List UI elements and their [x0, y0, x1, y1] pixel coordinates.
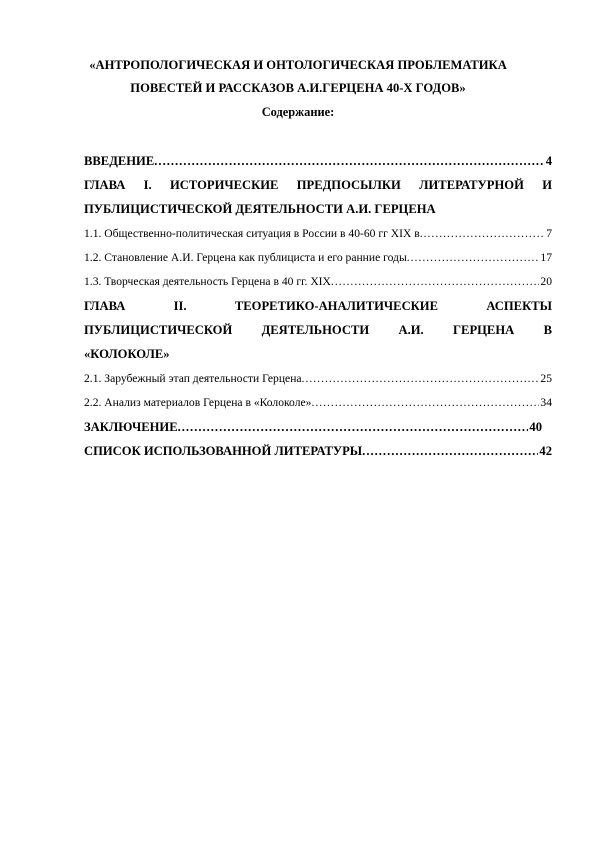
toc-entry-page: 17: [540, 251, 552, 264]
toc-leader-dots: [407, 251, 540, 264]
toc-leader-dots: [178, 420, 529, 435]
toc-word: ЛИТЕРАТУРНОЙ: [419, 178, 524, 192]
toc-entry-page: 40: [529, 420, 542, 434]
toc-entry-label: ВВЕДЕНИЕ: [84, 154, 155, 168]
toc-entry-page: 4: [545, 154, 552, 168]
toc-leader-dots: [362, 444, 538, 459]
toc-entry-page: 34: [540, 396, 552, 409]
toc-entry-1-2: [84, 251, 552, 264]
document-title-line-1: «АНТРОПОЛОГИЧЕСКАЯ И ОНТОЛОГИЧЕСКАЯ ПРОБЛЕМАТИКА: [89, 58, 507, 72]
toc-entry-page: 25: [540, 372, 552, 385]
toc-entry-2-1: [84, 372, 552, 385]
toc-word: II.: [173, 299, 187, 313]
toc-entry-conclusion: [84, 420, 542, 435]
toc-entry-2-2: [84, 396, 552, 409]
toc-word: I.: [143, 178, 152, 192]
toc-word: ТЕОРЕТИКО-АНАЛИТИЧЕСКИЕ: [234, 299, 438, 313]
toc-word: А.И.: [398, 323, 424, 337]
toc-word: ДЕЯТЕЛЬНОСТИ: [261, 323, 370, 337]
toc-entry-page: 42: [539, 444, 552, 458]
toc-chapter-2-line-1: [84, 299, 552, 314]
toc-chapter-2-line-3: «КОЛОКОЛЕ»: [84, 347, 170, 361]
toc-entry-page: 20: [540, 275, 552, 288]
toc-leader-dots: [154, 154, 544, 169]
toc-entry-page: 7: [546, 227, 552, 240]
toc-word: ГЛАВА: [84, 299, 126, 313]
toc-word: И: [542, 178, 552, 192]
toc-chapter-1-line-1: [84, 178, 552, 193]
toc-word: ГЕРЦЕНА: [453, 323, 515, 337]
toc-leader-dots: [420, 227, 545, 240]
toc-word: ПРЕДПОСЫЛКИ: [296, 178, 401, 192]
toc-entry-intro: [84, 154, 552, 169]
toc-entry-label: ЗАКЛЮЧЕНИЕ: [84, 420, 178, 434]
toc-entry-label: СПИСОК ИСПОЛЬЗОВАННОЙ ЛИТЕРАТУРЫ: [84, 444, 363, 458]
toc-entry-label: 2.2. Анализ материалов Герцена в «Колоколе»: [84, 396, 312, 409]
toc-word: АСПЕКТЫ: [486, 299, 552, 313]
toc-entry-references: [84, 444, 552, 459]
toc-entry-label: 1.3. Творческая деятельность Герцена в 40 гг. XIX: [84, 275, 331, 288]
toc-chapter-2-line-2: [84, 323, 552, 338]
contents-heading: Содержание:: [261, 105, 335, 119]
toc-word: ИСТОРИЧЕСКИЕ: [169, 178, 279, 192]
toc-word: ПУБЛИЦИСТИЧЕСКОЙ: [84, 323, 233, 337]
toc-entry-label: 2.1. Зарубежный этап деятельности Герцена: [84, 372, 302, 385]
toc-word: В: [543, 323, 552, 337]
toc-entry-1-3: [84, 275, 552, 288]
toc-entry-1-1: [84, 227, 552, 240]
toc-word: ГЛАВА: [84, 178, 126, 192]
toc-leader-dots: [311, 396, 539, 409]
toc-entry-label: 1.2. Становление А.И. Герцена как публициста и его ранние годы: [84, 251, 407, 264]
toc-chapter-1-line-2: ПУБЛИЦИСТИЧЕСКОЙ ДЕЯТЕЛЬНОСТИ А.И. ГЕРЦЕНА: [84, 202, 436, 216]
document-title-line-2: ПОВЕСТЕЙ И РАССКАЗОВ А.И.ГЕРЦЕНА 40-Х ГОДОВ»: [130, 81, 466, 95]
toc-leader-dots: [331, 275, 539, 288]
toc-leader-dots: [302, 372, 540, 385]
toc-entry-label: 1.1. Общественно-политическая ситуация в России в 40-60 гг XIX в: [84, 227, 420, 240]
